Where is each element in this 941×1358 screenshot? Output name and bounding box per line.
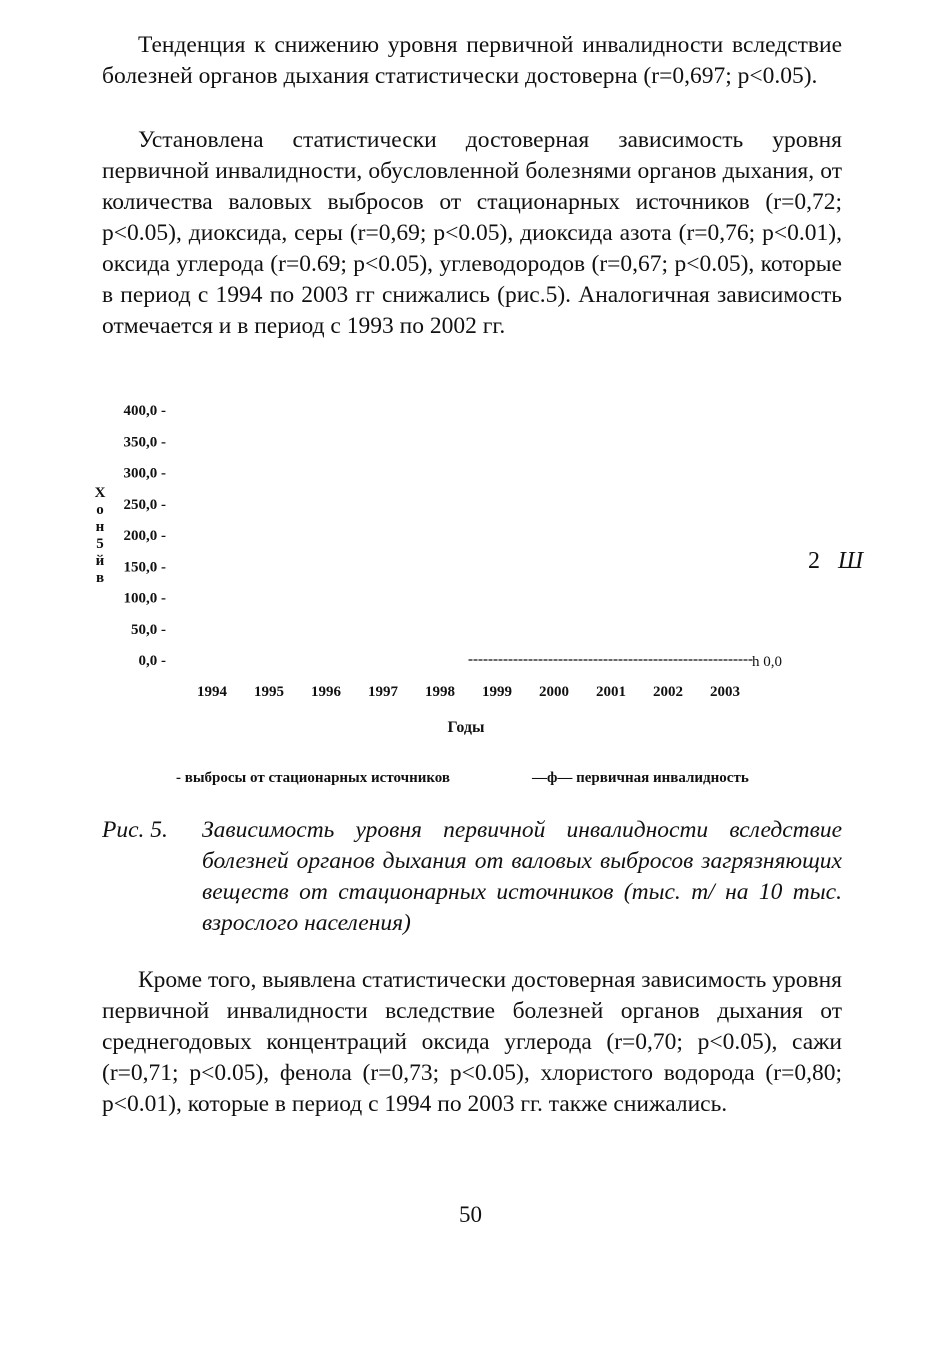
- x-tick-label: 2002: [653, 684, 683, 700]
- series-end-label: h 0,0: [752, 654, 782, 670]
- paragraph-intro: Тенденция к снижению уровня первичной инвалидности вследствие болезней органов дыхания статистически достоверна (r=0,697; p<0.05).: [102, 32, 842, 89]
- y-axis-label-char: Х: [94, 485, 106, 501]
- y-tick-label: 400,0 -: [123, 403, 166, 419]
- y-tick-label: 150,0 -: [123, 559, 166, 576]
- paragraph-correlation: Установлена статистически достоверная зависимость уровня первичной инвалидности, обусловленной болезнями органов дыхания, от количества валовых выбросов от стационарных источников (r=0,72; p<0.05), диоксида, серы (r=0,69; p<0.05), диоксида азота (r=0,76; p<0.01), оксида углерода (r=0.69; p<0.05), углеводородов (r=0,67; p<0.05), которые в период с 1994 по 2003 гг снижались (рис.5). Аналогичная зависимость отмечается и в период с 1993 по 2002 гг.: [102, 127, 842, 339]
- y-tick-label: 0,0 -: [138, 653, 166, 669]
- legend-item-disability: —ф— первичная инвалидность: [532, 770, 749, 786]
- right-axis-mark: Ш: [838, 548, 864, 574]
- y-axis-label-char: й: [95, 553, 105, 569]
- figure-5-chart: [0, 390, 941, 800]
- x-tick-label: 1996: [311, 684, 341, 700]
- x-tick-label: 2000: [539, 684, 569, 700]
- y-axis-label: [95, 485, 106, 586]
- x-axis-label: Годы: [447, 719, 485, 736]
- y-tick-label: 350,0 -: [123, 434, 166, 451]
- y-axis-label-char: н: [95, 519, 105, 535]
- page-number: 50: [459, 1202, 482, 1227]
- paragraph-additional-correlation: Кроме того, выявлена статистически достоверная зависимость уровня первичной инвалидности вследствие болезней органов дыхания от среднегодовых концентраций оксида углерода (r=0,70; p<0.05), сажи (r=0,71; p<0.05), фенола (r=0,73; p<0.05), хлористого водорода (r=0,80; p<0.01), которые в период с 1994 по 2003 гг. также снижались.: [102, 967, 842, 1117]
- y-tick-label: 100,0 -: [123, 590, 166, 607]
- y-axis-label-char: в: [95, 570, 105, 586]
- y-axis-label-char: 5: [96, 536, 104, 552]
- y-tick-label: 300,0 -: [123, 465, 166, 482]
- right-axis-label: 2: [808, 548, 820, 574]
- y-tick-label: 200,0 -: [123, 528, 166, 544]
- x-tick-label: 2001: [596, 684, 626, 700]
- y-tick-label: 50,0 -: [131, 621, 166, 638]
- x-tick-label: 1997: [368, 684, 398, 700]
- y-axis-ticks: [124, 403, 167, 669]
- x-tick-label: 1998: [425, 684, 455, 700]
- x-tick-label: 2003: [710, 684, 740, 700]
- x-tick-label: 1999: [482, 684, 512, 700]
- legend-item-emissions: - выбросы от стационарных источников: [176, 770, 451, 786]
- x-tick-label: 1994: [197, 684, 227, 700]
- figure-caption-text: Зависимость уровня первичной инвалидности вследствие болезней органов дыхания от валовых выбросов загрязняющих веществ от стационарных источников (тыс. т/ на 10 тыс. взрослого населения): [202, 817, 842, 936]
- y-axis-label-char: о: [96, 502, 104, 518]
- y-tick-label: 250,0 -: [123, 496, 166, 513]
- figure-caption-label: Рис. 5.: [102, 817, 168, 843]
- x-axis-ticks: [197, 684, 740, 700]
- x-tick-label: 1995: [254, 684, 284, 700]
